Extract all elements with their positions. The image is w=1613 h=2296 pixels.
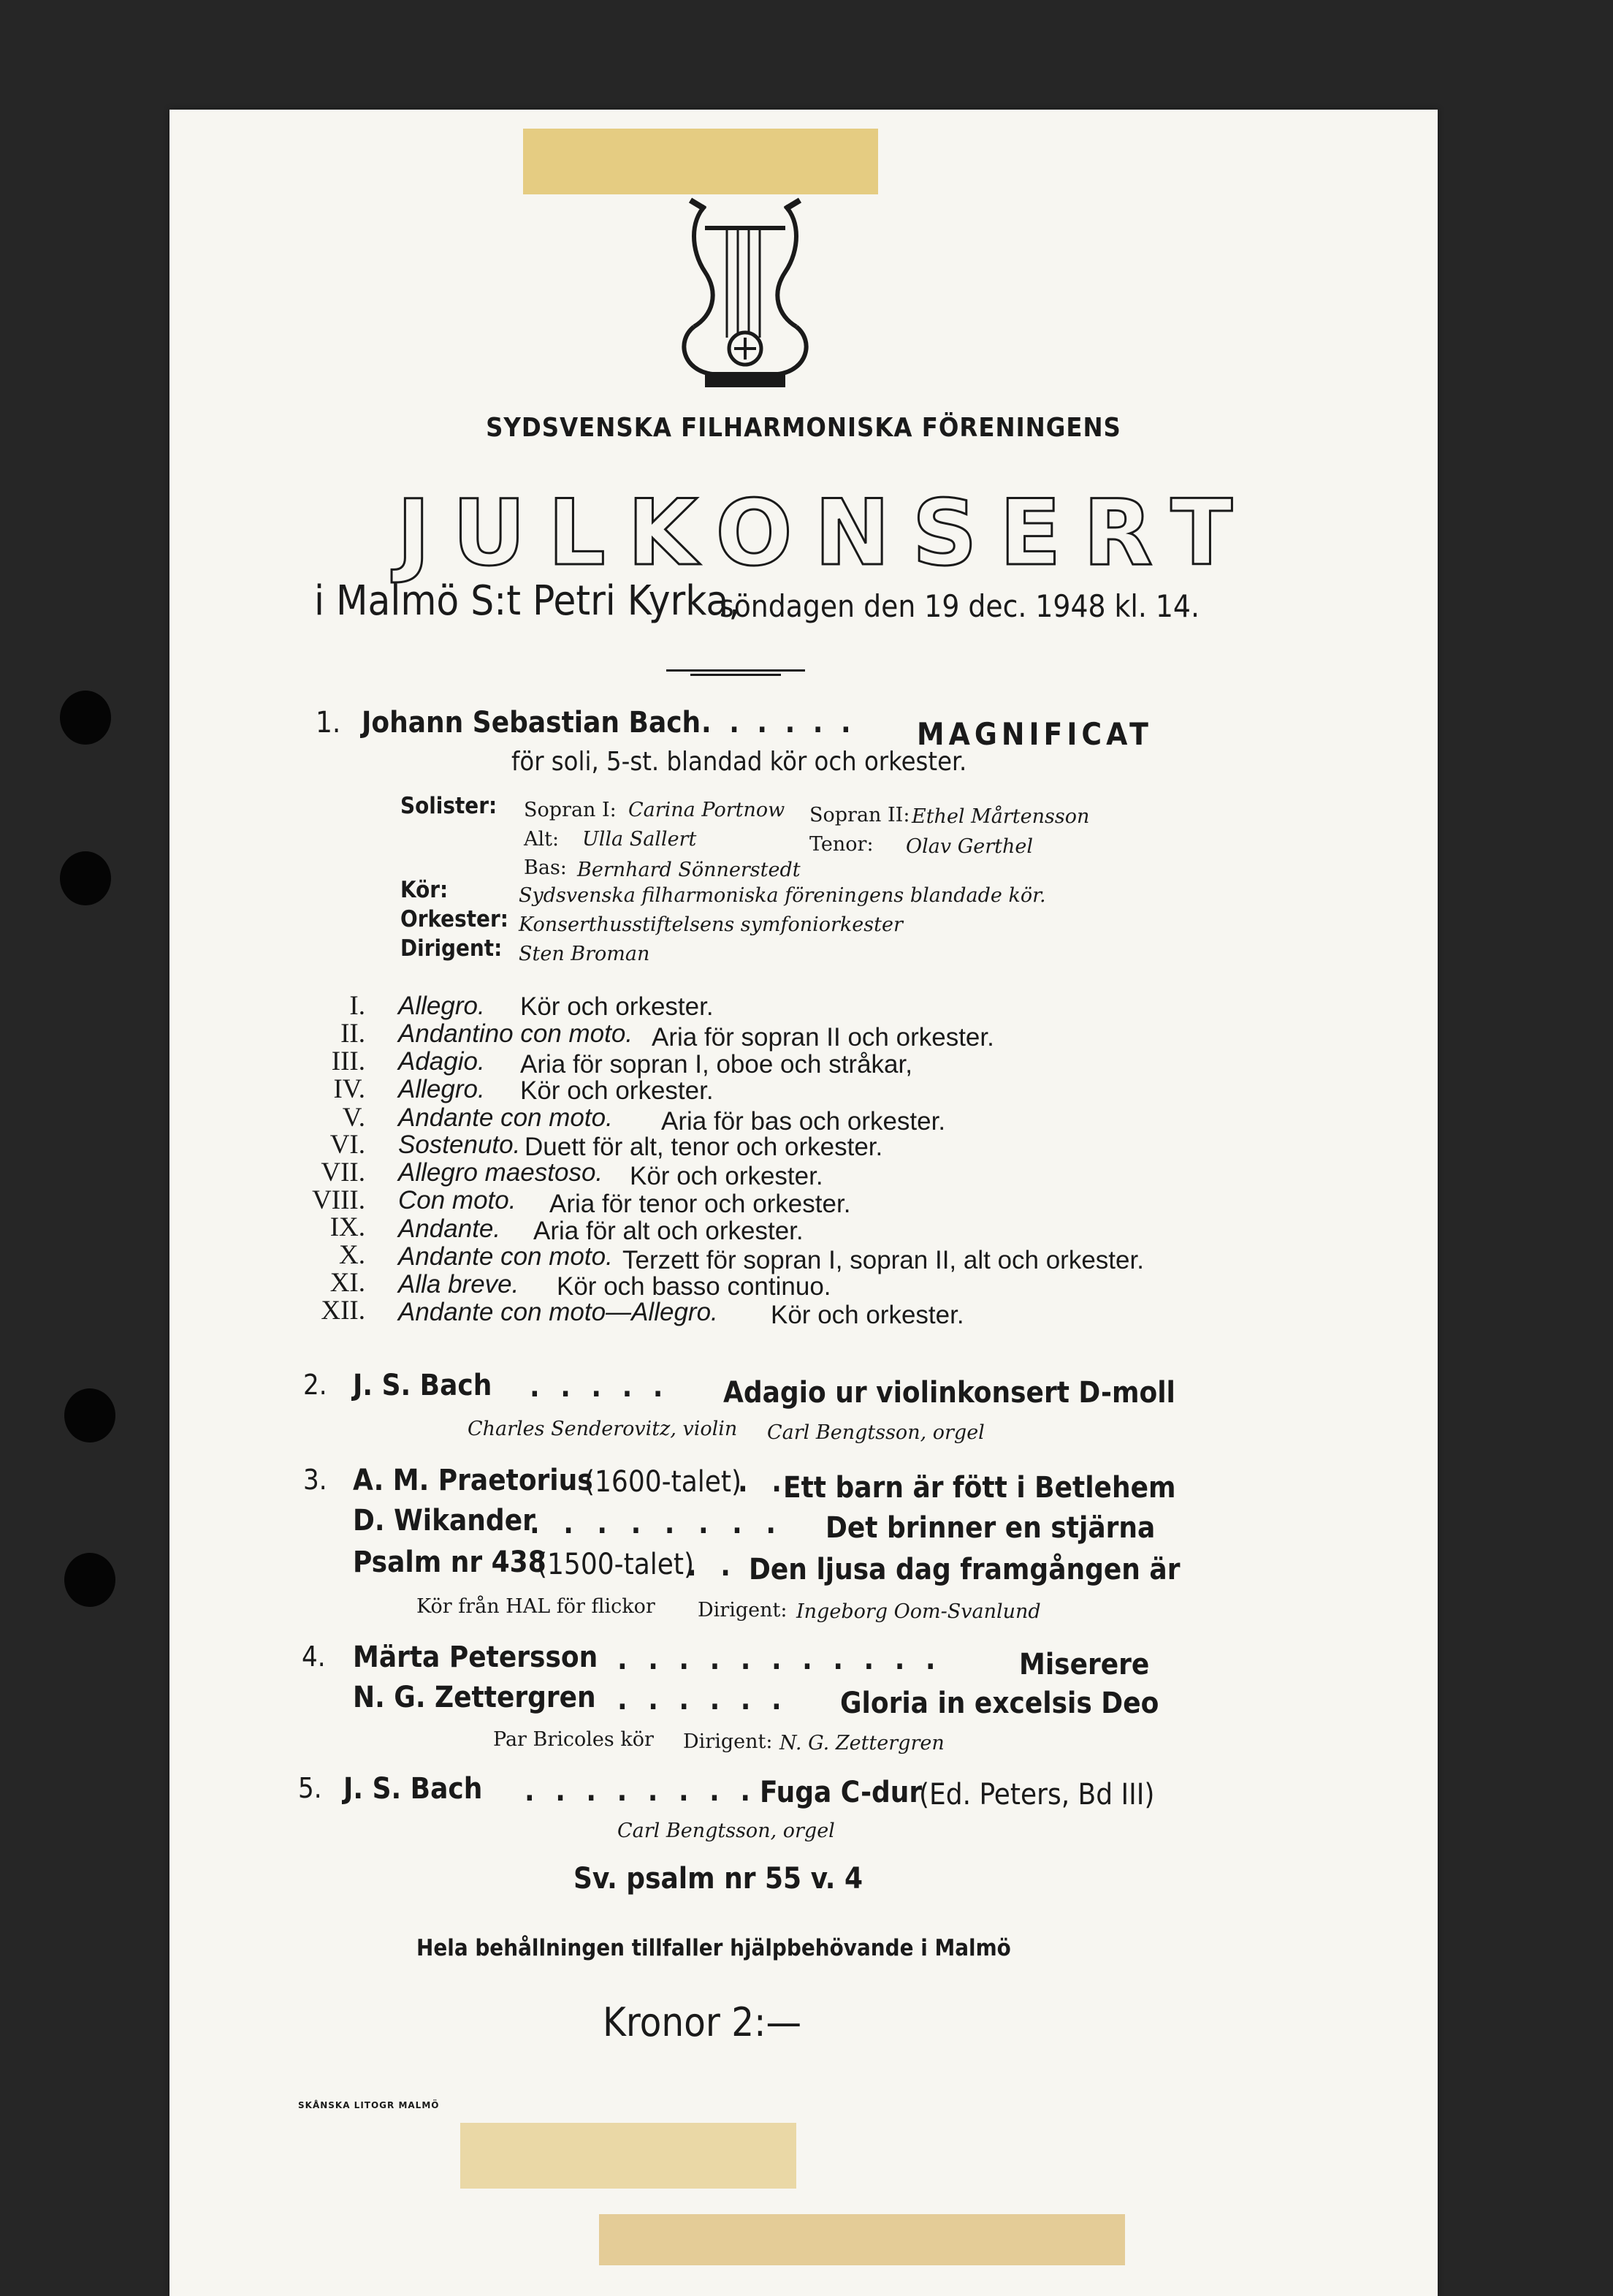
label: Sopran I: <box>524 799 617 821</box>
movement-tempo: Con moto. <box>398 1186 516 1214</box>
punch-hole <box>64 1553 115 1607</box>
movement-text: Aria för sopran I, oboe och stråkar, <box>520 1050 912 1079</box>
item-number: 5. <box>298 1772 322 1804</box>
work-title: Fuga C-dur <box>760 1776 923 1809</box>
divider <box>690 674 781 676</box>
lyre-logo <box>661 191 829 396</box>
movement-text: Aria för bas och orkester. <box>661 1107 946 1136</box>
organization-name: SYDSVENSKA FILHARMONISKA FÖRENINGENS <box>486 413 1121 443</box>
composer: Märta Petersson <box>353 1641 598 1674</box>
label: Bas: <box>524 856 567 879</box>
performer: Bernhard Sönnerstedt <box>577 859 801 881</box>
movement-number: V. <box>342 1103 365 1133</box>
composer: J. S. Bach <box>353 1369 492 1402</box>
work-subtitle: för soli, 5-st. blandad kör och orkester. <box>511 747 967 777</box>
composer: D. Wikander <box>353 1504 535 1537</box>
tape-edge <box>599 2214 1125 2265</box>
label: Kör: <box>400 877 449 903</box>
work-title: Ett barn är fött i Betlehem <box>783 1471 1176 1505</box>
composer: N. G. Zettergren <box>353 1681 596 1714</box>
item-number: 2. <box>303 1369 327 1401</box>
conductor: Sten Broman <box>519 943 650 965</box>
punch-hole <box>60 851 111 905</box>
era: (1500-talet) <box>537 1548 695 1581</box>
movement-number: X. <box>339 1240 365 1270</box>
dot-leader: . . . . . . . . <box>530 1507 784 1540</box>
movement-number: XI. <box>329 1268 365 1298</box>
movement-tempo: Allegro maestoso. <box>398 1158 603 1187</box>
movement-tempo: Andante. <box>398 1214 501 1243</box>
tape-bottom <box>460 2123 796 2189</box>
performer: Par Bricoles kör <box>493 1728 654 1751</box>
work-title: Det brinner en stjärna <box>825 1511 1156 1545</box>
page-title: JULKONSERT <box>396 481 1255 586</box>
movement-number: IV. <box>333 1074 365 1104</box>
movement-text: Aria för alt och orkester. <box>533 1217 804 1245</box>
movement-tempo: Andante con moto—Allegro. <box>398 1298 718 1326</box>
item-number: 4. <box>302 1641 326 1673</box>
dot-leader: . . . . . . <box>617 1683 788 1717</box>
performer: Ethel Mårtensson <box>912 805 1090 828</box>
label: Tenor: <box>809 833 874 856</box>
movement-tempo: Sostenuto. <box>398 1130 521 1159</box>
movement-number: VIII. <box>312 1185 365 1215</box>
movement-tempo: Allegro. <box>398 1075 485 1103</box>
date-line: söndagen den 19 dec. 1948 kl. 14. <box>720 588 1200 624</box>
performer: Carl Bengtsson, orgel <box>767 1421 985 1444</box>
movement-text: Kör och orkester. <box>520 1076 714 1105</box>
printer-imprint: SKÅNSKA LITOGR MALMÖ <box>298 2100 440 2110</box>
work-title: MAGNIFICAT <box>917 716 1153 752</box>
movement-text: Kör och orkester. <box>630 1162 823 1190</box>
edition: (Ed. Peters, Bd III) <box>919 1778 1155 1812</box>
venue: i Malmö S:t Petri Kyrka, <box>314 577 741 625</box>
work-title: Gloria in excelsis Deo <box>840 1687 1159 1720</box>
movement-text: Duett för alt, tenor och orkester. <box>525 1133 883 1161</box>
dot-leader: . . . . . . . . . . . <box>617 1643 942 1676</box>
movement-tempo: Andante con moto. <box>398 1242 613 1271</box>
movement-text: Kör och orkester. <box>771 1301 964 1329</box>
item-number: 1. <box>316 706 341 740</box>
ensemble: Sydsvenska filharmoniska föreningens blandade kör. <box>519 884 1046 907</box>
dot-leader: . . . . . . <box>701 706 855 740</box>
movement-text: Terzett för sopran I, sopran II, alt och orkester. <box>622 1246 1144 1274</box>
punch-hole <box>60 691 111 745</box>
label: Dirigent: <box>698 1599 788 1622</box>
performer: Carl Bengtsson, orgel <box>617 1820 835 1842</box>
movement-tempo: Andantino con moto. <box>398 1019 633 1048</box>
movement-number: IX. <box>329 1212 365 1242</box>
composer: Johann Sebastian Bach <box>362 706 701 740</box>
divider <box>666 669 805 672</box>
movement-text: Aria för tenor och orkester. <box>549 1190 851 1218</box>
work-title: Miserere <box>1019 1648 1150 1681</box>
ensemble: Konserthusstiftelsens symfoniorkester <box>519 913 903 936</box>
dot-leader: . . <box>738 1465 789 1499</box>
work-title: Adagio ur violinkonsert D-moll <box>723 1376 1175 1410</box>
performer: Carina Portnow <box>628 799 785 821</box>
dot-leader: . . . . . . . . <box>525 1774 757 1808</box>
era: (1600-talet) <box>584 1465 742 1499</box>
movement-number: I. <box>349 991 365 1021</box>
movement-number: III. <box>331 1046 365 1076</box>
tape-top <box>523 129 878 194</box>
performer: Charles Senderovitz, violin <box>468 1418 738 1440</box>
movement-number: VI. <box>329 1130 365 1160</box>
label: Alt: <box>524 828 560 851</box>
conductor: Ingeborg Oom-Svanlund <box>796 1600 1041 1623</box>
proceeds-note: Hela behållningen tillfaller hjälpbehövande i Malmö <box>416 1935 1011 1961</box>
label: Sopran II: <box>809 804 910 826</box>
movement-tempo: Andante con moto. <box>398 1103 613 1132</box>
composer: Psalm nr 438 <box>353 1546 546 1579</box>
dot-leader: . . . . . <box>530 1370 669 1404</box>
performer: Olav Gerthel <box>906 835 1034 858</box>
hymn: Sv. psalm nr 55 v. 4 <box>573 1862 863 1896</box>
movement-text: Kör och basso continuo. <box>557 1272 831 1301</box>
item-number: 3. <box>303 1464 327 1496</box>
movement-text: Kör och orkester. <box>520 992 714 1021</box>
conductor: N. G. Zettergren <box>779 1732 945 1755</box>
price: Kronor 2:— <box>603 1999 802 2045</box>
composer: A. M. Praetorius <box>353 1464 593 1497</box>
movement-number: II. <box>340 1019 365 1049</box>
movement-number: VII. <box>321 1157 365 1187</box>
dot-leader: . . <box>687 1549 738 1583</box>
movement-text: Aria för sopran II och orkester. <box>652 1023 994 1052</box>
label: Dirigent: <box>400 935 503 962</box>
movement-number: XII. <box>321 1296 365 1326</box>
label: Solister: <box>400 793 497 819</box>
movement-tempo: Allegro. <box>398 992 485 1020</box>
performer: Ulla Sallert <box>582 828 697 851</box>
movement-tempo: Adagio. <box>398 1047 485 1076</box>
composer: J. S. Bach <box>343 1772 483 1806</box>
work-title: Den ljusa dag framgången är <box>749 1553 1181 1586</box>
punch-hole <box>64 1388 115 1442</box>
label: Orkester: <box>400 906 508 932</box>
performer: Kör från HAL för flickor <box>416 1595 655 1618</box>
movement-tempo: Alla breve. <box>398 1270 519 1299</box>
label: Dirigent: <box>683 1730 773 1753</box>
